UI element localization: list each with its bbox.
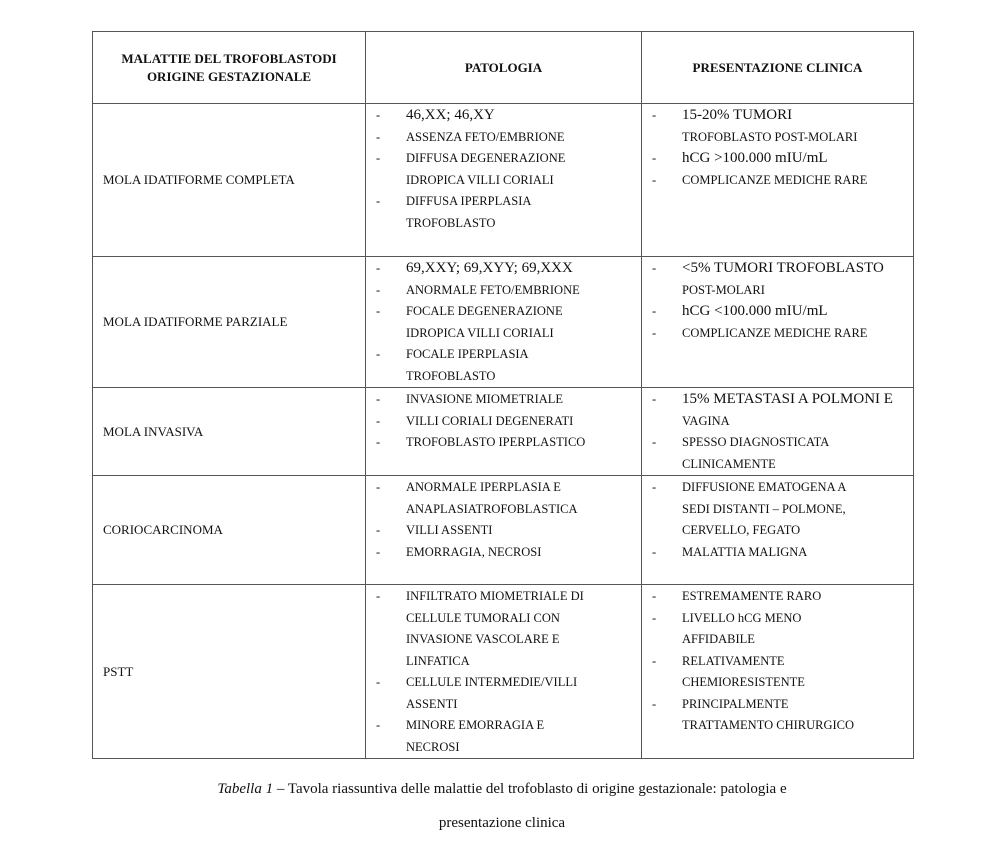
caption-line-1	[0, 772, 1004, 806]
table-row	[93, 585, 914, 759]
list-item	[652, 477, 905, 542]
list-item	[376, 148, 633, 191]
item-line: ASSENZA FETO/EMBRIONE	[406, 129, 565, 144]
list-item	[376, 715, 633, 758]
item-line: TROFOBLASTO	[406, 215, 496, 230]
patologia-cell	[366, 585, 642, 759]
clinica-list	[642, 104, 913, 191]
dash-bullet: -	[376, 480, 381, 494]
list-item	[376, 586, 633, 672]
disease-name-cell: MOLA INVASIVA	[93, 388, 366, 476]
header-line: PRESENTAZIONE CLINICA	[692, 59, 863, 75]
list-item	[652, 170, 905, 192]
item-line: hCG <100.000 mIU/mL	[682, 303, 828, 319]
clinica-list	[642, 476, 913, 563]
item-line: POST-MOLARI	[682, 282, 765, 297]
clinica-cell	[642, 476, 914, 585]
item-line: TROFOBLASTO IPERPLASTICO	[406, 435, 586, 449]
summary-table	[92, 31, 914, 759]
dash-bullet: -	[652, 610, 657, 625]
list-item	[652, 651, 905, 694]
header-malattie	[93, 32, 366, 104]
dash-bullet: -	[376, 544, 381, 559]
item-line: hCG >100.000 mIU/mL	[682, 150, 828, 166]
item-line: DIFFUSA DEGENERAZIONE	[406, 151, 566, 165]
item-line: LIVELLO hCG MENO	[682, 610, 802, 625]
table-row	[93, 388, 914, 476]
header-line: ORIGINE GESTAZIONALE	[146, 68, 312, 84]
patologia-list	[366, 104, 641, 234]
item-line: SEDI DISTANTI – POLMONE,	[682, 501, 846, 516]
item-line: NECROSI	[406, 739, 460, 754]
item-line: 46,XX; 46,XY	[406, 107, 495, 123]
list-item	[652, 542, 905, 564]
item-line: EMORRAGIA, NECROSI	[406, 544, 542, 559]
table-caption	[0, 772, 1004, 840]
list-item	[376, 672, 633, 715]
patologia-cell	[366, 388, 642, 476]
disease-name-cell: PSTT	[93, 585, 366, 759]
list-item	[652, 105, 905, 148]
item-line: FOCALE IPERPLASIA	[406, 347, 529, 361]
list-item	[376, 411, 633, 433]
dash-bullet: -	[376, 435, 381, 449]
dash-bullet: -	[376, 392, 381, 406]
dash-bullet: -	[376, 282, 381, 297]
item-line: ASSENTI	[406, 696, 458, 711]
item-line: ANORMALE FETO/EMBRIONE	[406, 282, 580, 297]
item-line: INFILTRATO MIOMETRIALE DI	[406, 589, 584, 603]
dash-bullet: -	[652, 653, 657, 668]
list-item	[376, 542, 633, 564]
patologia-cell	[366, 476, 642, 585]
list-item	[652, 301, 905, 323]
dash-bullet: -	[376, 108, 381, 122]
dash-bullet: -	[376, 194, 381, 208]
dash-bullet: -	[376, 718, 381, 732]
dash-bullet: -	[652, 589, 657, 603]
item-line: <5% TUMORI TROFOBLASTO	[682, 260, 884, 276]
list-item	[376, 105, 633, 127]
item-line: IDROPICA VILLI CORIALI	[406, 172, 554, 187]
header-line: PATOLOGIA	[464, 59, 543, 75]
dash-bullet: -	[652, 696, 657, 711]
patologia-list	[366, 388, 641, 454]
header-presentazione	[642, 32, 914, 104]
list-item	[376, 127, 633, 149]
list-item	[376, 520, 633, 542]
list-item	[652, 694, 905, 737]
item-line: MINORE EMORRAGIA E	[406, 718, 545, 732]
patologia-list	[366, 476, 641, 563]
patologia-list	[366, 257, 641, 387]
item-line: ANORMALE IPERPLASIA E	[406, 480, 561, 494]
item-line: CERVELLO, FEGATO	[682, 523, 801, 537]
clinica-cell	[642, 585, 914, 759]
clinica-cell	[642, 388, 914, 476]
item-line: CLINICAMENTE	[682, 456, 776, 471]
disease-name-cell: CORIOCARCINOMA	[93, 476, 366, 585]
item-line: VILLI ASSENTI	[406, 523, 493, 537]
dash-bullet: -	[376, 675, 381, 689]
dash-bullet: -	[376, 261, 381, 275]
list-item	[376, 258, 633, 280]
item-line: COMPLICANZE MEDICHE RARE	[682, 172, 868, 187]
clinica-cell	[642, 104, 914, 257]
dash-bullet: -	[376, 413, 381, 428]
header-row	[93, 32, 914, 104]
disease-name-cell: MOLA IDATIFORME COMPLETA	[93, 104, 366, 257]
table-row	[93, 257, 914, 388]
caption-line-2: presentazione clinica	[438, 815, 566, 831]
dash-bullet: -	[652, 261, 657, 275]
dash-bullet: -	[652, 392, 657, 406]
item-line: LINFATICA	[406, 653, 470, 668]
list-item	[376, 191, 633, 234]
clinica-list	[642, 388, 913, 475]
item-line: RELATIVAMENTE	[682, 653, 785, 668]
dash-bullet: -	[376, 523, 381, 537]
dash-bullet: -	[652, 480, 657, 494]
item-line: VAGINA	[682, 413, 730, 428]
list-item	[376, 301, 633, 344]
dash-bullet: -	[376, 304, 381, 318]
item-line: INVASIONE MIOMETRIALE	[406, 392, 564, 406]
item-line: MALATTIA MALIGNA	[682, 544, 808, 559]
dash-bullet: -	[652, 325, 657, 340]
item-line: CELLULE TUMORALI CON	[406, 610, 560, 625]
table-row	[93, 104, 914, 257]
list-item	[376, 389, 633, 411]
item-line: CELLULE INTERMEDIE/VILLI	[406, 675, 578, 689]
disease-name-cell: MOLA IDATIFORME PARZIALE	[93, 257, 366, 388]
list-item	[376, 432, 633, 454]
item-line: AFFIDABILE	[682, 632, 755, 646]
dash-bullet: -	[376, 151, 381, 165]
item-line: DIFFUSA IPERPLASIA	[406, 194, 532, 208]
header-patologia	[366, 32, 642, 104]
item-line: 15% METASTASI A POLMONI E	[682, 391, 893, 407]
dash-bullet: -	[652, 151, 657, 165]
dash-bullet: -	[652, 108, 657, 122]
list-item	[652, 432, 905, 475]
caption-label: Tabella 1	[217, 781, 274, 797]
list-item	[376, 477, 633, 520]
dash-bullet: -	[652, 172, 657, 187]
patologia-list	[366, 585, 641, 758]
clinica-cell	[642, 257, 914, 388]
list-item	[376, 280, 633, 302]
item-line: DIFFUSIONE EMATOGENA A	[682, 480, 847, 494]
list-item	[652, 389, 905, 432]
dash-bullet: -	[376, 347, 381, 361]
list-item	[652, 258, 905, 301]
item-line: IDROPICA VILLI CORIALI	[406, 325, 554, 340]
item-line: TRATTAMENTO CHIRURGICO	[682, 718, 855, 732]
item-line: TROFOBLASTO POST-MOLARI	[682, 129, 858, 144]
patologia-cell	[366, 104, 642, 257]
list-item	[652, 323, 905, 345]
list-item	[652, 148, 905, 170]
table-row	[93, 476, 914, 585]
item-line: SPESSO DIAGNOSTICATA	[682, 435, 830, 449]
item-line: CHEMIORESISTENTE	[682, 675, 805, 689]
item-line: 15-20% TUMORI	[682, 107, 793, 123]
header-line: MALATTIE DEL TROFOBLASTODI	[121, 50, 337, 66]
caption-text: – Tavola riassuntiva delle malattie del trofoblasto di origine gestazionale: patologia e	[273, 781, 787, 797]
dash-bullet: -	[652, 435, 657, 449]
patologia-cell	[366, 257, 642, 388]
item-line: PRINCIPALMENTE	[682, 696, 789, 711]
clinica-list	[642, 585, 913, 737]
clinica-list	[642, 257, 913, 344]
list-item	[376, 344, 633, 387]
dash-bullet: -	[376, 129, 381, 144]
item-line: 69,XXY; 69,XYY; 69,XXX	[406, 260, 573, 276]
item-line: ANAPLASIATROFOBLASTICA	[406, 501, 578, 516]
item-line: INVASIONE VASCOLARE E	[406, 632, 560, 646]
dash-bullet: -	[652, 544, 657, 559]
list-item	[652, 586, 905, 608]
list-item	[652, 608, 905, 651]
item-line: VILLI CORIALI DEGENERATI	[406, 413, 574, 428]
item-line: TROFOBLASTO	[406, 368, 496, 383]
item-line: COMPLICANZE MEDICHE RARE	[682, 325, 868, 340]
item-line: ESTREMAMENTE RARO	[682, 589, 822, 603]
item-line: FOCALE DEGENERAZIONE	[406, 304, 563, 318]
dash-bullet: -	[652, 304, 657, 318]
dash-bullet: -	[376, 589, 381, 603]
